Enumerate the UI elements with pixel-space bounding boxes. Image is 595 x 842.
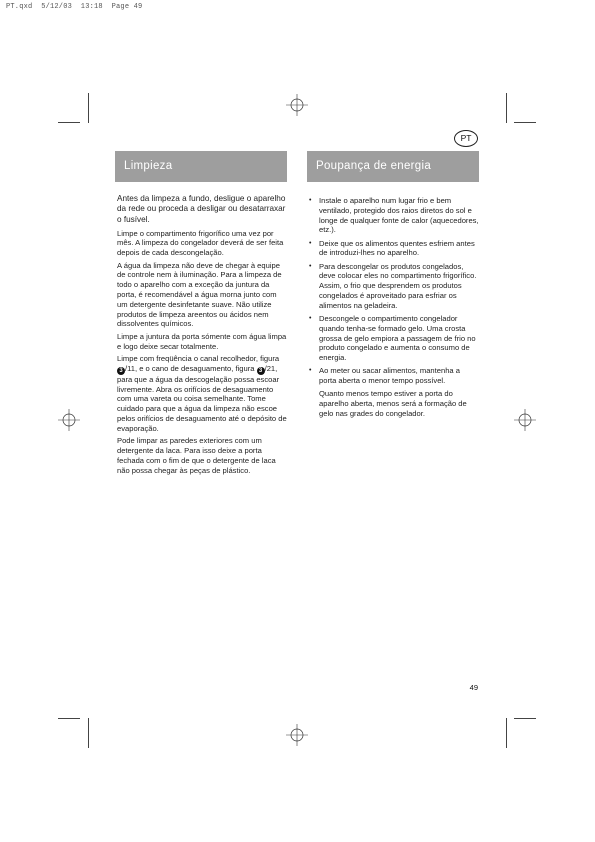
section-header-cleaning: Limpieza — [115, 151, 287, 182]
cleaning-paragraph-figures — [117, 354, 287, 434]
cleaning-lead-paragraph: Antes da limpeza a fundo, desligue o aparelho da rede ou proceda a desligar ou desatarraxar o fusível. — [117, 194, 286, 224]
figure-number-icon: 3 — [117, 367, 125, 375]
energy-saving-column — [309, 196, 479, 421]
crop-mark — [88, 93, 89, 123]
figure-number-icon: 3 — [257, 367, 265, 375]
crop-mark — [88, 718, 89, 748]
crop-mark — [58, 718, 80, 719]
list-item: • Deixe que os alimentos quentes esfriem antes de introduzi-lhes no aparelho. — [309, 239, 479, 259]
cleaning-paragraph: Pode limpar as paredes exteriores com um detergente da laca. Para isso deixe a porta fechada com o fim de que o detergente de laca não possa chegar às peças de plástico. — [117, 436, 276, 475]
print-slug: PT.qxd 5/12/03 13:18 Page 49 — [6, 3, 143, 11]
crop-mark — [506, 93, 507, 123]
list-item: • Instale o aparelho num lugar frio e bem ventilado, protegido dos raios diretos do sol e longe de qualquer fonte de calor (aquecedores, etz.). — [309, 196, 479, 235]
list-item: • Descongele o compartimento congelador quando tenha-se formado gelo. Uma crosta grossa de gelo empiora a passagem de frio no produto congelado e aumenta o consumo de energia. — [309, 314, 479, 363]
text-run: /21, para que a água da descogelação possa escoar livremente. Abra os orifícios de desaguamento com uma vareta ou coisa semelhante. Tome cuidado para que a água da limpeza não escoe pelos orifícios de desaguamento até o depósito de evaporação. — [117, 363, 287, 433]
list-item: • Para descongelar os produtos congelados, deve colocar eles no compartimento frigorífico. Assim, o frio que desprendem os produtos congelados é aproveitado para esfriar os alimentos na geladeira. — [309, 262, 479, 311]
text-run: Limpe com freqüência o canal recolhedor, figura — [117, 353, 280, 363]
cleaning-paragraph: Limpe a juntura da porta sómente com água limpa e logo deixe secar totalmente. — [117, 331, 287, 351]
page-number: 49 — [469, 683, 478, 692]
language-badge: PT — [454, 130, 478, 147]
registration-mark-icon — [286, 724, 308, 746]
crop-mark — [506, 718, 507, 748]
energy-tips-list — [309, 196, 479, 386]
crop-mark — [58, 122, 80, 123]
text-run: /11, e o cano de desaguamento, figura — [125, 363, 257, 373]
registration-mark-icon — [286, 94, 308, 116]
cleaning-paragraph: A água da limpeza não deve de chegar à equipe de controle nem à iluminação. Para a limpeza de todo o aparelho com a exceção da juntura da porta, é recomendável a água morna junto com um detergente desinfetante suave. Não utilize produtos de limpeza areentos ou ácidos nem dissolventes químicos. — [117, 260, 282, 329]
crop-mark — [514, 718, 536, 719]
registration-mark-icon — [514, 409, 536, 431]
energy-closing-paragraph: Quanto menos tempo estiver a porta do aparelho aberta, menos será a formação de gelo nas grades do congelador. — [319, 389, 467, 418]
crop-mark — [514, 122, 536, 123]
list-item: • Ao meter ou sacar alimentos, mantenha a porta aberta o menor tempo possível. — [309, 366, 479, 386]
cleaning-paragraph: Limpe o compartimento frigorífico uma vez por mês. A limpeza do congelador deverá de ser feita depois de cada descongelação. — [117, 228, 284, 258]
registration-mark-icon — [58, 409, 80, 431]
cleaning-column — [117, 194, 287, 478]
section-header-energy-saving: Poupança de energia — [307, 151, 479, 182]
